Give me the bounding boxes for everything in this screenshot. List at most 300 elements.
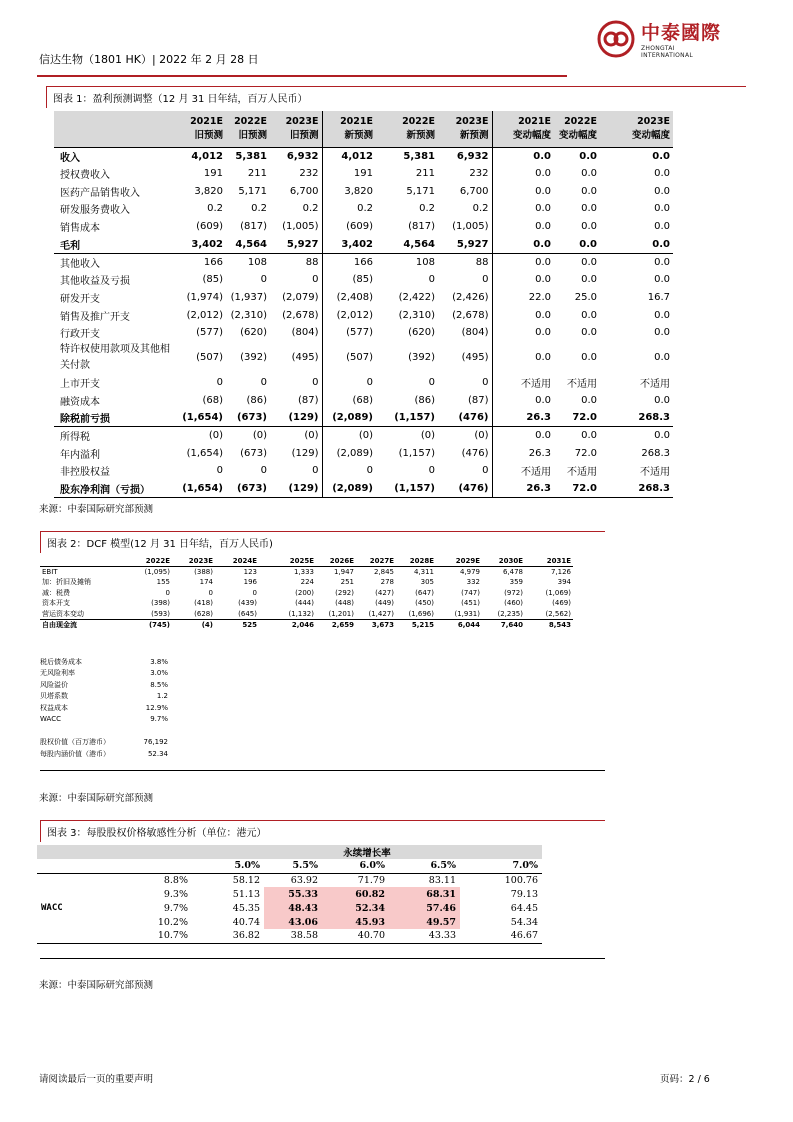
- cell-value: (86): [246, 394, 267, 406]
- cell-value: (0): [322, 427, 376, 445]
- sensitivity-value: 54.34: [510, 916, 538, 928]
- cell-value: (620): [240, 327, 267, 339]
- sensitivity-value: 48.43: [264, 901, 322, 915]
- dcf-cell: 1,333: [293, 568, 314, 576]
- wacc-label: 无风险利率: [40, 669, 75, 678]
- cell-value: (68): [322, 391, 376, 409]
- wacc-label: 股权价值（百万港币）: [40, 738, 110, 747]
- cell-value: (392): [408, 352, 435, 364]
- wacc-value: 3.0%: [150, 669, 168, 678]
- dcf-cell: 6,044: [436, 619, 482, 630]
- fig1-source: 来源：中泰国际研究部预测: [39, 504, 154, 515]
- cell-value: 4,012: [176, 147, 226, 165]
- column-year: 2021E: [518, 116, 551, 128]
- dcf-cell: 6,478: [502, 568, 523, 576]
- cell-value: (495): [291, 352, 319, 364]
- dcf-cell: (972): [504, 588, 523, 597]
- wacc-label: 每股内涵价值（港币）: [40, 749, 110, 758]
- row-label: 医药产品销售收入: [60, 187, 140, 199]
- dcf-cell: 359: [509, 578, 523, 587]
- sensitivity-value: 60.82: [322, 887, 389, 901]
- column-year: 2023E: [637, 116, 670, 128]
- cell-value: 0.0: [581, 185, 597, 197]
- cell-value: (392): [240, 352, 267, 364]
- dcf-row: [40, 588, 573, 599]
- cell-value: (804): [461, 327, 489, 339]
- wacc-value: 12.9%: [145, 703, 168, 712]
- wacc-value: 8.5%: [150, 680, 168, 689]
- table-row: [54, 480, 673, 498]
- sensitivity-value: 64.45: [510, 902, 538, 914]
- table-row: [54, 289, 673, 307]
- fig1-title: 图表 1：盈利预测调整（12 月 31 日年结，百万人民币）: [46, 86, 746, 108]
- cell-value: 4,564: [235, 238, 267, 250]
- dcf-cell: (1,696): [408, 609, 434, 618]
- cell-value: 0.2: [251, 203, 267, 215]
- table-row: [54, 444, 673, 462]
- column-type: 旧预测: [194, 130, 223, 142]
- cell-value: 26.3: [492, 409, 554, 427]
- cell-value: 不适用: [492, 462, 554, 480]
- cell-value: 268.3: [638, 412, 670, 424]
- sensitivity-value: 52.34: [322, 901, 389, 915]
- sensitivity-value: 79.13: [510, 888, 538, 900]
- logo-icon: [597, 20, 635, 58]
- dcf-year-header: 2031E: [525, 556, 573, 567]
- sensitivity-value: 38.58: [264, 929, 322, 943]
- column-type: 变动幅度: [558, 130, 597, 142]
- dcf-cell: (439): [238, 599, 257, 608]
- cell-value: (507): [322, 342, 376, 374]
- cell-value: 0.2: [472, 203, 489, 215]
- dcf-year-header: 2027E: [356, 556, 396, 567]
- dcf-cell: (747): [461, 588, 480, 597]
- wacc-row: [40, 725, 168, 737]
- dcf-cell: 4,979: [459, 568, 480, 576]
- cell-value: (673): [236, 412, 267, 424]
- row-label: 授权费收入: [60, 170, 110, 182]
- wacc-value: 76,192: [143, 738, 168, 747]
- cell-value: (2,089): [322, 444, 376, 462]
- cell-value: (2,678): [452, 309, 489, 321]
- logo-english: ZHONGTAI INTERNATIONAL: [641, 45, 694, 59]
- dcf-cell: 0: [252, 588, 257, 597]
- cell-value: 22.0: [492, 289, 554, 307]
- cell-value: (1,654): [182, 412, 223, 424]
- column-year: 2022E: [234, 116, 267, 128]
- cell-value: 0.0: [492, 253, 554, 271]
- dcf-cell: (200): [295, 588, 314, 597]
- cell-value: 0.0: [654, 221, 670, 233]
- dcf-cell: 2,046: [259, 619, 316, 630]
- dcf-cell: 7,640: [482, 619, 525, 630]
- dcf-corner: [40, 556, 132, 567]
- dcf-year-header: 2022E: [132, 556, 172, 567]
- cell-value: 191: [203, 168, 223, 180]
- wacc-row: [40, 691, 168, 703]
- cell-value: 166: [322, 253, 376, 271]
- dcf-cell: (4): [172, 619, 215, 630]
- table-row: [54, 342, 673, 374]
- wacc-rate: 10.2%: [157, 916, 188, 928]
- dcf-cell: (2,235): [497, 609, 523, 618]
- cell-value: 0.0: [654, 168, 670, 180]
- cell-value: 0.0: [581, 203, 597, 215]
- cell-value: 5,927: [456, 238, 489, 250]
- cell-value: (673): [226, 480, 270, 498]
- fig2-source: 来源：中泰国际研究部预测: [39, 793, 154, 804]
- cell-value: (85): [202, 274, 223, 286]
- cell-value: 0.2: [419, 203, 435, 215]
- cell-value: 0.0: [654, 394, 670, 406]
- dcf-cell: 174: [199, 578, 213, 587]
- column-header: [438, 111, 492, 147]
- dcf-cell: (1,427): [368, 609, 394, 618]
- column-header: [492, 111, 554, 147]
- column-type: 旧预测: [238, 130, 267, 142]
- row-label: 收入: [54, 147, 176, 165]
- row-label: 上市开支: [60, 378, 100, 390]
- earnings-forecast-table: [54, 111, 673, 498]
- column-header: [54, 111, 176, 147]
- cell-value: 0.0: [581, 309, 597, 321]
- table-header-row: [54, 111, 673, 147]
- cell-value: (507): [196, 352, 223, 364]
- wacc-label: WACC: [40, 715, 61, 724]
- row-label: 年内溢利: [60, 449, 100, 461]
- table-row: [54, 182, 673, 200]
- row-label: 其他收入: [54, 253, 176, 271]
- cell-value: 0.0: [581, 327, 597, 339]
- cell-value: (577): [196, 327, 223, 339]
- dcf-cell: 196: [243, 578, 257, 587]
- dcf-cell: (292): [335, 588, 354, 597]
- cell-value: (2,310): [230, 309, 267, 321]
- column-type: 新预测: [344, 130, 373, 142]
- sensitivity-row: [37, 901, 542, 915]
- cell-value: 0.0: [492, 342, 554, 374]
- wacc-value: 52.34: [147, 749, 168, 758]
- cell-value: (476): [458, 412, 489, 424]
- dcf-row-label: 营运资本变动: [42, 609, 84, 618]
- column-type: 新预测: [406, 130, 435, 142]
- wacc-row: [40, 656, 168, 668]
- cell-value: 25.0: [574, 291, 597, 303]
- cell-value: 0.0: [554, 253, 600, 271]
- growth-label: 永续增长率: [192, 845, 542, 859]
- cell-value: (0): [226, 427, 270, 445]
- wacc-value: 9.7%: [150, 715, 168, 724]
- cell-value: 4,564: [403, 238, 435, 250]
- dcf-row-label: 加：折旧及摊销: [42, 578, 91, 587]
- cell-value: 3,402: [322, 235, 376, 253]
- dcf-year-header: 2026E: [316, 556, 356, 567]
- cell-value: 232: [299, 168, 319, 180]
- cell-value: 0.2: [207, 203, 223, 215]
- dcf-cell: 2,659: [316, 619, 356, 630]
- fig3-bottom-rule: [40, 958, 605, 959]
- dcf-year-header: 2028E: [396, 556, 436, 567]
- dcf-row-label: 自由现金流: [40, 619, 132, 630]
- dcf-cell: (1,095): [144, 568, 170, 576]
- row-label: 销售及推广开支: [60, 311, 130, 323]
- cell-value: 0.0: [581, 274, 597, 286]
- dcf-cell: 394: [557, 578, 571, 587]
- sensitivity-value: 71.79: [357, 874, 385, 886]
- cell-value: (1,157): [394, 412, 435, 424]
- dcf-cell: 7,126: [550, 568, 571, 576]
- dcf-row-label: 资本开支: [42, 599, 70, 608]
- table-row: [54, 253, 673, 271]
- sensitivity-value: 36.82: [192, 929, 264, 943]
- wacc-label: 权益成本: [40, 703, 68, 712]
- cell-value: 0: [322, 462, 376, 480]
- cell-value: (817): [408, 221, 435, 233]
- cell-value: (476): [438, 480, 492, 498]
- sensitivity-row: [37, 929, 542, 943]
- growth-rate-header: 6.0%: [322, 859, 389, 873]
- dcf-cell: (427): [375, 588, 394, 597]
- cell-value: 0: [428, 274, 435, 286]
- row-label: 非控股权益: [60, 467, 110, 479]
- company-logo: [597, 18, 727, 60]
- dcf-cell: (448): [335, 599, 354, 608]
- cell-value: (68): [202, 394, 223, 406]
- cell-value: 0.0: [581, 168, 597, 180]
- dcf-year-header: 2023E: [172, 556, 215, 567]
- wacc-rate: 10.7%: [37, 929, 192, 943]
- cell-value: 0.0: [492, 200, 554, 218]
- cell-value: 3,402: [191, 238, 223, 250]
- cell-value: 5,381: [376, 147, 438, 165]
- dcf-cell: (398): [151, 599, 170, 608]
- dcf-cell: 1,947: [333, 568, 354, 576]
- cell-value: (1,157): [398, 447, 435, 459]
- cell-value: (804): [291, 327, 319, 339]
- dcf-year-header: 2025E: [259, 556, 316, 567]
- cell-value: 5,171: [406, 185, 435, 197]
- column-header: [226, 111, 270, 147]
- sensitivity-value: 40.70: [322, 929, 389, 943]
- dcf-cell: 224: [300, 578, 314, 587]
- cell-value: 0.2: [302, 203, 319, 215]
- wacc-row: [40, 679, 168, 691]
- cell-value: 0.0: [492, 235, 554, 253]
- dcf-cell: (628): [194, 609, 213, 618]
- logo-chinese: 中泰國際: [641, 22, 722, 44]
- sensitivity-row: [37, 915, 542, 929]
- cell-value: 0.0: [554, 147, 600, 165]
- cell-value: 6,700: [459, 185, 489, 197]
- dcf-year-header: 2024E: [215, 556, 259, 567]
- table-row: [54, 374, 673, 392]
- growth-header-row: [37, 845, 542, 859]
- dcf-row: [40, 619, 573, 630]
- column-header: [600, 111, 673, 147]
- cell-value: 0.0: [581, 221, 597, 233]
- cell-value: 0.0: [492, 306, 554, 324]
- wacc-row: [40, 702, 168, 714]
- growth-rate-row: [37, 859, 542, 873]
- dcf-cell: (745): [132, 619, 172, 630]
- growth-rate-header: 5.5%: [264, 859, 322, 873]
- dcf-cell: (469): [552, 599, 571, 608]
- cell-value: 不适用: [640, 378, 670, 390]
- cell-value: 0.0: [581, 394, 597, 406]
- cell-value: 不适用: [640, 467, 670, 479]
- wacc-assumptions-table: [40, 656, 168, 760]
- cell-value: 0: [428, 465, 435, 477]
- cell-value: (620): [408, 327, 435, 339]
- cell-value: 0: [312, 274, 319, 286]
- dcf-cell: (2,562): [545, 609, 571, 618]
- sensitivity-value: 51.13: [232, 888, 260, 900]
- dcf-row: [40, 598, 573, 609]
- row-label: 除税前亏损: [60, 414, 110, 426]
- cell-value: 211: [415, 168, 435, 180]
- cell-value: 0.0: [579, 238, 597, 250]
- cell-value: 0.0: [654, 352, 670, 364]
- row-label: 融资成本: [60, 396, 100, 408]
- cell-value: 72.0: [554, 480, 600, 498]
- dcf-cell: (1,132): [288, 609, 314, 618]
- dcf-cell: 525: [215, 619, 259, 630]
- sensitivity-value: 43.06: [264, 915, 322, 929]
- cell-value: 0: [216, 376, 223, 388]
- cell-value: (2,089): [322, 409, 376, 427]
- sensitivity-value: 68.31: [389, 887, 460, 901]
- dcf-row-label: EBIT: [42, 568, 58, 576]
- cell-value: 26.3: [492, 480, 554, 498]
- fig2-title: 图表 2：DCF 模型(12 月 31 日年结，百万人民币): [40, 531, 605, 553]
- cell-value: (129): [288, 412, 319, 424]
- dcf-cell: 123: [243, 568, 257, 576]
- cell-value: 0: [482, 376, 489, 388]
- cell-value: 191: [322, 165, 376, 183]
- cell-value: 0.0: [654, 203, 670, 215]
- table-row: [54, 235, 673, 253]
- cell-value: (609): [322, 218, 376, 236]
- dcf-cell: 305: [420, 578, 434, 587]
- cell-value: 0.0: [600, 253, 673, 271]
- sensitivity-row: [37, 873, 542, 887]
- sensitivity-table: [37, 845, 542, 944]
- cell-value: (2,079): [282, 291, 319, 303]
- cell-value: (87): [297, 394, 319, 406]
- column-header: [270, 111, 322, 147]
- dcf-cell: 8,543: [525, 619, 573, 630]
- cell-value: (0): [270, 427, 322, 445]
- dcf-cell: (451): [461, 599, 480, 608]
- wacc-row: [40, 668, 168, 680]
- wacc-row: [40, 737, 168, 749]
- cell-value: 0: [428, 376, 435, 388]
- cell-value: (2,408): [322, 289, 376, 307]
- fig3-source: 来源：中泰国际研究部预测: [39, 980, 154, 991]
- cell-value: 211: [247, 168, 267, 180]
- cell-value: 0.0: [654, 274, 670, 286]
- cell-value: 0.0: [654, 309, 670, 321]
- cell-value: 0.0: [600, 147, 673, 165]
- sensitivity-value: 55.33: [264, 887, 322, 901]
- dcf-model-table: [40, 556, 573, 630]
- row-label: 研发开支: [60, 293, 100, 305]
- cell-value: (2,678): [282, 309, 319, 321]
- dcf-cell: 3,673: [356, 619, 396, 630]
- growth-rate-header: 5.0%: [192, 859, 264, 873]
- cell-value: (2,089): [322, 480, 376, 498]
- cell-value: 0: [260, 376, 267, 388]
- cell-value: (2,310): [398, 309, 435, 321]
- cell-value: 232: [469, 168, 489, 180]
- cell-value: (0): [176, 427, 226, 445]
- dcf-cell: (645): [238, 609, 257, 618]
- sensitivity-value: 83.11: [428, 874, 456, 886]
- wacc-rate: [37, 901, 192, 915]
- cell-value: 0.0: [654, 327, 670, 339]
- cell-value: 72.0: [574, 447, 597, 459]
- dcf-row-label: 减：税费: [42, 588, 70, 597]
- column-type: 新预测: [459, 130, 489, 142]
- cell-value: (577): [322, 324, 376, 342]
- dcf-cell: (1,931): [454, 609, 480, 618]
- header-rule: [37, 75, 567, 77]
- fig3-title: 图表 3：每股股权价格敏感性分析（单位：港元）: [40, 820, 605, 842]
- row-label: 销售成本: [60, 223, 100, 235]
- dcf-row: [40, 609, 573, 620]
- cell-value: 5,927: [286, 238, 319, 250]
- cell-value: 108: [226, 253, 270, 271]
- cell-value: 166: [176, 253, 226, 271]
- table-row: [54, 147, 673, 165]
- dcf-cell: (1,069): [545, 588, 571, 597]
- wacc-value: 3.8%: [150, 657, 168, 666]
- cell-value: 88: [438, 253, 492, 271]
- cell-value: (1,157): [376, 480, 438, 498]
- cell-value: 3,820: [194, 185, 223, 197]
- dcf-cell: (449): [375, 599, 394, 608]
- cell-value: (817): [240, 221, 267, 233]
- cell-value: 4,012: [322, 147, 376, 165]
- dcf-cell: 0: [208, 588, 213, 597]
- dcf-cell: 251: [340, 578, 354, 587]
- dcf-cell: 0: [165, 588, 170, 597]
- cell-value: (2,012): [186, 309, 223, 321]
- column-type: 变动幅度: [631, 130, 670, 142]
- cell-value: 不适用: [567, 378, 597, 390]
- growth-rate-header: 6.5%: [389, 859, 460, 873]
- sensitivity-value: 49.57: [389, 915, 460, 929]
- dcf-cell: (450): [415, 599, 434, 608]
- corner: [37, 859, 192, 873]
- sensitivity-value: 43.33: [389, 929, 460, 943]
- cell-value: (1,654): [186, 447, 223, 459]
- cell-value: 72.0: [572, 412, 597, 424]
- wacc-label: [40, 725, 130, 737]
- row-label: 行政开支: [60, 329, 100, 341]
- table-row: [54, 427, 673, 445]
- cell-value: 0.0: [492, 182, 554, 200]
- dcf-cell: (1,201): [328, 609, 354, 618]
- dcf-cell: (418): [194, 599, 213, 608]
- column-year: 2021E: [340, 116, 373, 128]
- dcf-row: [40, 577, 573, 588]
- cell-value: 0.0: [492, 427, 554, 445]
- cell-value: 268.3: [600, 480, 673, 498]
- cell-value: 0.0: [581, 352, 597, 364]
- sensitivity-value: 45.93: [322, 915, 389, 929]
- column-header: [554, 111, 600, 147]
